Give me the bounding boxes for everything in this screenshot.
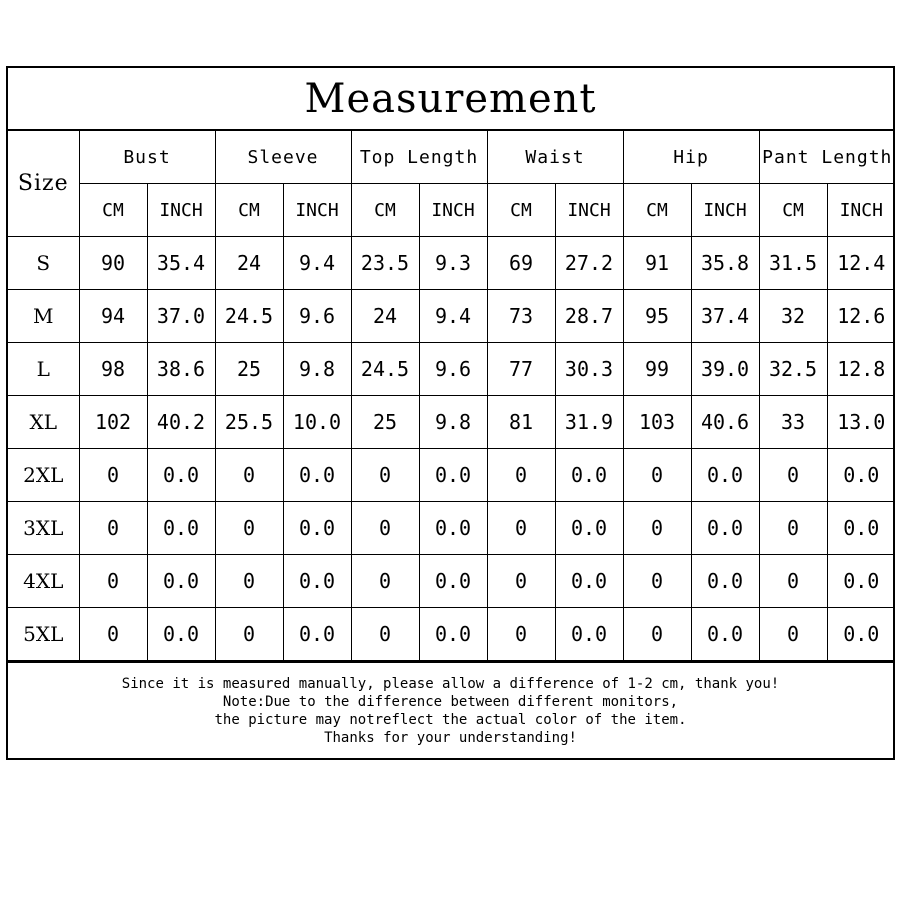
measurement-cell: 0.0 bbox=[419, 449, 487, 502]
measurement-cell: 73 bbox=[487, 290, 555, 343]
measurement-cell: 0.0 bbox=[555, 449, 623, 502]
measurement-cell: 0 bbox=[759, 449, 827, 502]
table-body bbox=[8, 237, 895, 661]
table-row bbox=[8, 608, 895, 661]
measurement-cell: 32.5 bbox=[759, 343, 827, 396]
unit-header-cm: CM bbox=[215, 184, 283, 237]
measurement-cell: 0 bbox=[759, 608, 827, 661]
measurement-cell: 77 bbox=[487, 343, 555, 396]
measurement-cell: 91 bbox=[623, 237, 691, 290]
measurement-cell: 0.0 bbox=[419, 502, 487, 555]
size-table bbox=[8, 131, 895, 661]
unit-header-inch: INCH bbox=[147, 184, 215, 237]
measurement-cell: 0 bbox=[487, 449, 555, 502]
measurement-cell: 0 bbox=[623, 555, 691, 608]
unit-header-cm: CM bbox=[487, 184, 555, 237]
measurement-cell: 0 bbox=[79, 502, 147, 555]
measurement-cell: 0.0 bbox=[691, 555, 759, 608]
unit-header-row bbox=[8, 184, 895, 237]
measurement-chart bbox=[6, 66, 895, 760]
measurement-cell: 9.8 bbox=[419, 396, 487, 449]
measurement-cell: 0 bbox=[487, 555, 555, 608]
measurement-cell: 0 bbox=[351, 449, 419, 502]
measurement-cell: 95 bbox=[623, 290, 691, 343]
measurement-cell: 9.4 bbox=[283, 237, 351, 290]
measurement-cell: 35.4 bbox=[147, 237, 215, 290]
measurement-cell: 32 bbox=[759, 290, 827, 343]
measurement-cell: 0.0 bbox=[691, 608, 759, 661]
measurement-cell: 0 bbox=[623, 608, 691, 661]
measurement-cell: 35.8 bbox=[691, 237, 759, 290]
measurement-cell: 0 bbox=[487, 502, 555, 555]
measurement-cell: 0.0 bbox=[283, 555, 351, 608]
measurement-cell: 0 bbox=[215, 502, 283, 555]
group-header-hip: Hip bbox=[623, 131, 759, 184]
size-cell: 5XL bbox=[8, 608, 79, 661]
table-row bbox=[8, 343, 895, 396]
measurement-cell: 12.4 bbox=[827, 237, 895, 290]
note-line: Note:Due to the difference between different monitors, bbox=[222, 693, 679, 710]
unit-header-inch: INCH bbox=[555, 184, 623, 237]
measurement-cell: 81 bbox=[487, 396, 555, 449]
measurement-cell: 24.5 bbox=[351, 343, 419, 396]
measurement-cell: 0.0 bbox=[827, 608, 895, 661]
measurement-cell: 0 bbox=[79, 608, 147, 661]
measurement-cell: 0.0 bbox=[827, 502, 895, 555]
measurement-cell: 99 bbox=[623, 343, 691, 396]
measurement-cell: 0 bbox=[623, 449, 691, 502]
table-row bbox=[8, 449, 895, 502]
measurement-cell: 40.6 bbox=[691, 396, 759, 449]
size-cell: 4XL bbox=[8, 555, 79, 608]
measurement-cell: 40.2 bbox=[147, 396, 215, 449]
note-line: Since it is measured manually, please allow a difference of 1-2 cm, thank you! bbox=[121, 675, 780, 692]
measurement-cell: 13.0 bbox=[827, 396, 895, 449]
group-header-row bbox=[8, 131, 895, 184]
note-line: Thanks for your understanding! bbox=[324, 729, 577, 746]
measurement-cell: 23.5 bbox=[351, 237, 419, 290]
measurement-cell: 12.6 bbox=[827, 290, 895, 343]
measurement-cell: 0 bbox=[351, 608, 419, 661]
chart-title: Measurement bbox=[8, 68, 893, 131]
measurement-cell: 0.0 bbox=[555, 502, 623, 555]
measurement-cell: 0 bbox=[79, 555, 147, 608]
size-cell: 3XL bbox=[8, 502, 79, 555]
size-column-header: Size bbox=[8, 131, 79, 237]
note-line: the picture may notreflect the actual color of the item. bbox=[214, 711, 687, 728]
measurement-cell: 0.0 bbox=[419, 608, 487, 661]
measurement-cell: 12.8 bbox=[827, 343, 895, 396]
measurement-cell: 0 bbox=[215, 608, 283, 661]
measurement-cell: 90 bbox=[79, 237, 147, 290]
unit-header-inch: INCH bbox=[283, 184, 351, 237]
measurement-cell: 0.0 bbox=[147, 449, 215, 502]
measurement-cell: 98 bbox=[79, 343, 147, 396]
measurement-cell: 39.0 bbox=[691, 343, 759, 396]
table-row bbox=[8, 555, 895, 608]
measurement-cell: 0 bbox=[351, 555, 419, 608]
measurement-cell: 0.0 bbox=[147, 608, 215, 661]
measurement-cell: 0.0 bbox=[691, 502, 759, 555]
size-cell: L bbox=[8, 343, 79, 396]
measurement-cell: 0 bbox=[623, 502, 691, 555]
measurement-cell: 24 bbox=[351, 290, 419, 343]
measurement-cell: 31.9 bbox=[555, 396, 623, 449]
measurement-cell: 30.3 bbox=[555, 343, 623, 396]
measurement-cell: 9.6 bbox=[419, 343, 487, 396]
measurement-cell: 0 bbox=[759, 555, 827, 608]
size-cell: M bbox=[8, 290, 79, 343]
measurement-cell: 37.4 bbox=[691, 290, 759, 343]
measurement-cell: 25 bbox=[215, 343, 283, 396]
measurement-cell: 0.0 bbox=[555, 555, 623, 608]
group-header-waist: Waist bbox=[487, 131, 623, 184]
measurement-cell: 0.0 bbox=[283, 502, 351, 555]
measurement-cell: 9.8 bbox=[283, 343, 351, 396]
notes-section bbox=[8, 661, 893, 758]
measurement-cell: 102 bbox=[79, 396, 147, 449]
measurement-cell: 33 bbox=[759, 396, 827, 449]
measurement-cell: 25 bbox=[351, 396, 419, 449]
measurement-cell: 28.7 bbox=[555, 290, 623, 343]
measurement-cell: 24 bbox=[215, 237, 283, 290]
measurement-cell: 0.0 bbox=[827, 449, 895, 502]
group-header-top-length: Top Length bbox=[351, 131, 487, 184]
table-row bbox=[8, 396, 895, 449]
unit-header-cm: CM bbox=[623, 184, 691, 237]
measurement-cell: 0.0 bbox=[555, 608, 623, 661]
unit-header-inch: INCH bbox=[827, 184, 895, 237]
measurement-cell: 0 bbox=[79, 449, 147, 502]
measurement-cell: 0 bbox=[759, 502, 827, 555]
table-row bbox=[8, 502, 895, 555]
measurement-cell: 9.6 bbox=[283, 290, 351, 343]
measurement-cell: 31.5 bbox=[759, 237, 827, 290]
unit-header-cm: CM bbox=[759, 184, 827, 237]
measurement-cell: 9.3 bbox=[419, 237, 487, 290]
measurement-cell: 0.0 bbox=[691, 449, 759, 502]
measurement-cell: 10.0 bbox=[283, 396, 351, 449]
table-row bbox=[8, 237, 895, 290]
measurement-cell: 0.0 bbox=[283, 449, 351, 502]
measurement-cell: 103 bbox=[623, 396, 691, 449]
size-cell: 2XL bbox=[8, 449, 79, 502]
measurement-cell: 9.4 bbox=[419, 290, 487, 343]
measurement-cell: 0 bbox=[215, 555, 283, 608]
measurement-cell: 25.5 bbox=[215, 396, 283, 449]
measurement-cell: 0.0 bbox=[147, 555, 215, 608]
measurement-cell: 0 bbox=[487, 608, 555, 661]
table-row bbox=[8, 290, 895, 343]
group-header-sleeve: Sleeve bbox=[215, 131, 351, 184]
size-cell: S bbox=[8, 237, 79, 290]
measurement-cell: 69 bbox=[487, 237, 555, 290]
measurement-cell: 0 bbox=[351, 502, 419, 555]
group-header-bust: Bust bbox=[79, 131, 215, 184]
measurement-cell: 0.0 bbox=[147, 502, 215, 555]
unit-header-cm: CM bbox=[351, 184, 419, 237]
measurement-cell: 0 bbox=[215, 449, 283, 502]
unit-header-inch: INCH bbox=[419, 184, 487, 237]
measurement-cell: 0.0 bbox=[827, 555, 895, 608]
measurement-cell: 0.0 bbox=[283, 608, 351, 661]
measurement-cell: 38.6 bbox=[147, 343, 215, 396]
group-header-pant-length: Pant Length bbox=[759, 131, 895, 184]
size-cell: XL bbox=[8, 396, 79, 449]
unit-header-inch: INCH bbox=[691, 184, 759, 237]
measurement-cell: 94 bbox=[79, 290, 147, 343]
measurement-cell: 0.0 bbox=[419, 555, 487, 608]
measurement-cell: 37.0 bbox=[147, 290, 215, 343]
unit-header-cm: CM bbox=[79, 184, 147, 237]
measurement-cell: 24.5 bbox=[215, 290, 283, 343]
measurement-cell: 27.2 bbox=[555, 237, 623, 290]
